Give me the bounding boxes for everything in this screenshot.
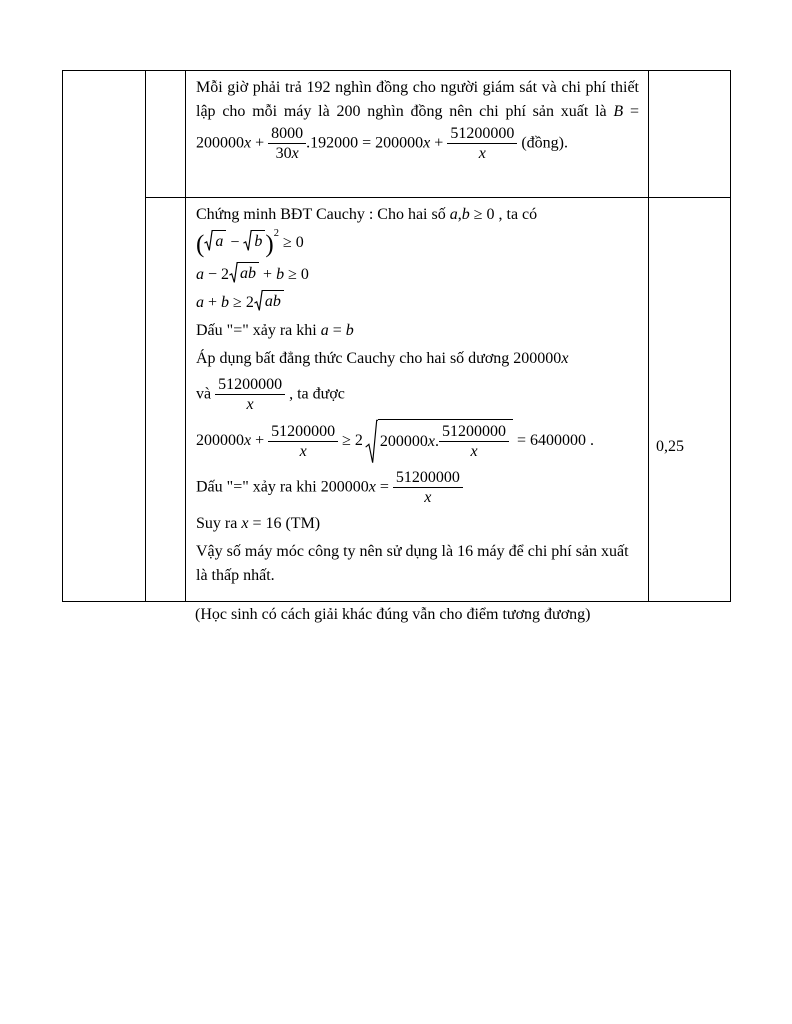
- suy-ra-text: Suy ra x = 16 (TM): [196, 515, 321, 532]
- subpart-cell-row1: [146, 71, 186, 198]
- cost-outro-text: (đồng).: [517, 134, 568, 152]
- fraction-numerator: 8000: [271, 125, 304, 142]
- radicand-pre: 200000x.: [379, 433, 440, 450]
- close-paren: ): [265, 231, 274, 258]
- radicand-b: b: [252, 230, 265, 251]
- fraction-51200000-over-x: [268, 422, 338, 462]
- fraction-numerator: 51200000: [450, 125, 515, 142]
- fraction-denominator: x: [439, 441, 509, 462]
- fraction-51200000-over-x: [447, 124, 517, 164]
- geq-zero-text: ≥ 0: [278, 234, 304, 251]
- score-cell-row2: [649, 198, 731, 602]
- fraction-numerator: 51200000: [218, 376, 283, 393]
- cost-paragraph: [196, 76, 639, 164]
- equality-condition2-text: Dấu "=" xảy ra khi 200000x =: [196, 478, 393, 496]
- open-paren: (: [196, 231, 205, 258]
- big-square-root: [365, 419, 513, 464]
- geq-two-text: ≥ 2: [338, 432, 363, 450]
- formula-b-lhs: B = 200000x +: [196, 103, 639, 152]
- fraction-numerator: 51200000: [395, 469, 460, 486]
- radicand-ab: ab: [238, 262, 259, 283]
- sqrt-b: [243, 230, 265, 251]
- solution-cell-part1: [186, 71, 649, 198]
- fraction-numerator: 51200000: [271, 422, 336, 440]
- table-row-part2: [63, 198, 731, 602]
- cauchy-intro-line: [196, 203, 639, 227]
- solution-cell-part2: [186, 198, 649, 602]
- superscript-2: 2: [273, 228, 279, 239]
- fraction-denominator: x: [393, 487, 463, 508]
- final-conclusion-line: [196, 540, 639, 588]
- footnote-text: (Học sinh có cách giải khác đúng vẫn cho điểm tương đương): [195, 606, 591, 623]
- fraction-denominator: x: [215, 394, 285, 415]
- minus-operator: −: [226, 234, 244, 251]
- expr-pre: a + b ≥ 2: [196, 294, 254, 311]
- formula-amgm-line: [196, 291, 639, 315]
- final-conclusion-text: Vậy số máy móc công ty nên sử dụng là 16 máy để chi phí sản xuất là thấp nhất.: [196, 543, 629, 584]
- suy-ra-line: [196, 512, 639, 536]
- radical-icon: [365, 419, 378, 464]
- radical-icon: [254, 290, 263, 311]
- formula-square-nonneg-line: [196, 228, 639, 258]
- equality-condition-text: Dấu "=" xảy ra khi a = b: [196, 322, 354, 339]
- fraction-denominator: 30x: [268, 143, 306, 164]
- radicand-product: [378, 419, 513, 462]
- answer-table: [62, 70, 731, 602]
- fraction-51200000-over-x: [393, 468, 463, 508]
- apply-cauchy-text: Áp dụng bất đẳng thức Cauchy cho hai số dương 200000x: [196, 350, 569, 367]
- fraction-51200000-over-x: [439, 422, 509, 462]
- sqrt-ab: [229, 262, 259, 283]
- sqrt-a: [204, 230, 226, 251]
- va-fraction-line: [196, 375, 639, 415]
- apply-cauchy-line: [196, 347, 639, 371]
- main-inequality-line: [196, 419, 639, 464]
- formula-expanded-line: [196, 263, 639, 287]
- expr-post: + b ≥ 0: [259, 266, 309, 283]
- radicand-a: a: [213, 230, 226, 251]
- radical-icon: [243, 230, 252, 251]
- radicand-ab: ab: [263, 290, 284, 311]
- table-row-part1: [63, 71, 731, 198]
- expr-pre: a − 2: [196, 266, 230, 283]
- radical-icon: [229, 262, 238, 283]
- fraction-8000-over-30x: [268, 124, 306, 164]
- fraction-numerator: 51200000: [442, 423, 507, 440]
- sqrt-ab: [254, 290, 284, 311]
- equality-condition-line: [196, 319, 639, 343]
- fraction-denominator: x: [268, 441, 338, 462]
- fraction-denominator: x: [447, 143, 517, 164]
- ineq-lhs: 200000x +: [196, 432, 269, 450]
- formula-b-mid: .192000 = 200000x +: [306, 134, 448, 152]
- score-cell-row1: [649, 71, 731, 198]
- ta-duoc-text: , ta được: [285, 385, 345, 403]
- va-text: và: [196, 385, 216, 403]
- ineq-result: = 6400000 .: [513, 432, 595, 450]
- subpart-cell-row2: [146, 198, 186, 602]
- question-number-cell: [63, 71, 146, 602]
- fraction-51200000-over-x: [215, 375, 285, 415]
- cost-intro-text: Mỗi giờ phải trả 192 nghìn đồng cho người giám sát và chi phí thiết lập cho mỗi máy là 200 nghìn đồng nên chi phí sản xuất là: [196, 79, 639, 120]
- cauchy-intro-text: Chứng minh BĐT Cauchy : Cho hai số a,b ≥ 0 , ta có: [196, 206, 538, 223]
- radical-icon: [204, 230, 213, 251]
- equality-condition2-line: [196, 468, 639, 508]
- score-value: 0,25: [656, 438, 684, 455]
